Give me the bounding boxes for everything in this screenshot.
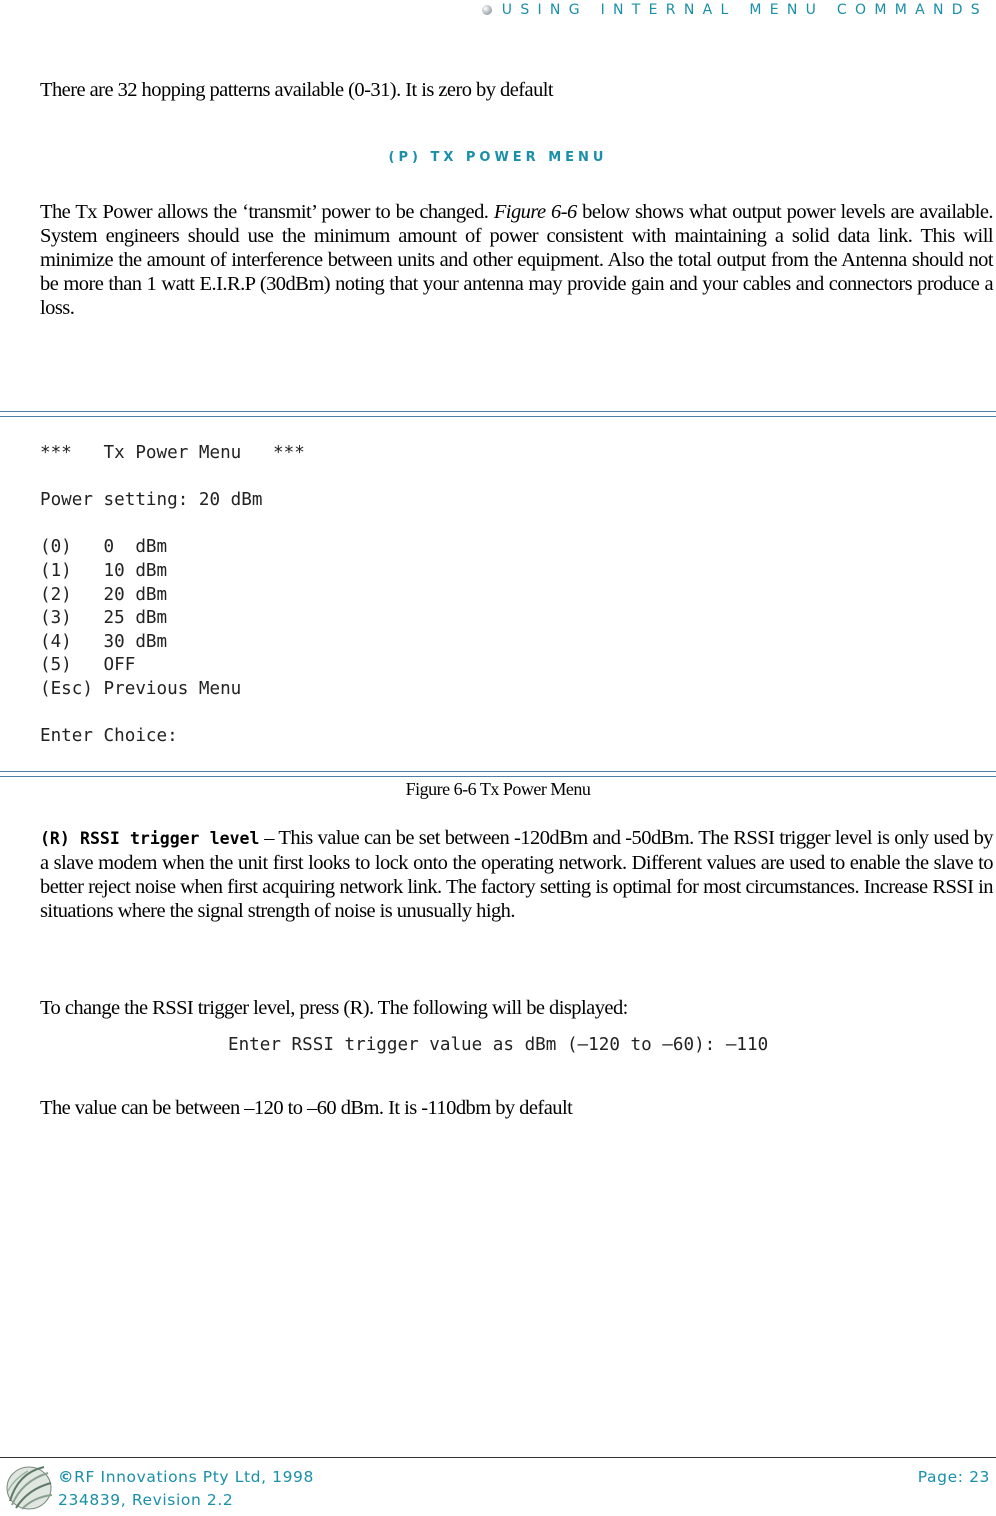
menu-line: Enter Choice: [40,726,178,747]
rssi-description [40,826,993,923]
rssi-text: – This value can be set between -120dBm and -50dBm. The RSSI trigger level is only used by a slave modem when the unit first looks to lock onto the operating network. Different values are used to enable the slave to better reject noise when first acquiring network link. The factory setting is optimal for most circumstances. Increase RSSI in situations where the signal strength of noise is unusually high. [40,827,993,922]
hopping-pattern-note: There are 32 hopping patterns available (0-31). It is zero by default [40,79,554,101]
intro-after: below shows what output power levels are available. System engineers should use the minimum amount of power consistent with maintaining a solid data link. This will minimize the amount of interference between units and other equipment. Also the total output from the Antenna should not be more than 1 watt E.I.R.P (30dBm) noting that your antenna may provide gain and your cables and connectors produce a loss. [40,201,993,319]
section-heading-tx-power: (P) TX POWER MENU [388,150,608,165]
menu-line: (5) OFF [40,655,136,676]
menu-bottom-rule [0,771,996,777]
menu-line: (2) 20 dBm [40,584,168,605]
menu-line: (Esc) Previous Menu [40,678,242,699]
copyright-icon: © [58,1468,75,1486]
intro-before: The Tx Power allows the ‘transmit’ power to be changed. [40,201,494,223]
footer-rule [0,1457,996,1458]
footer-page-number: Page: 23 [917,1468,990,1486]
footer-company: RF Innovations Pty Ltd, 1998 [74,1468,314,1486]
figure-caption: Figure 6-6 Tx Power Menu [405,779,591,799]
tx-power-intro [40,200,993,320]
menu-line: (4) 30 dBm [40,631,168,652]
menu-line: (3) 25 dBm [40,608,168,629]
rssi-instruction: To change the RSSI trigger level, press (R). The following will be displayed: [40,997,628,1019]
company-logo-icon [4,1461,54,1516]
menu-line: (1) 10 dBm [40,560,168,581]
running-header [482,0,988,20]
menu-top-rule [0,411,996,417]
tx-power-menu-screen [40,442,305,749]
bullet-icon [482,5,492,15]
menu-line [40,466,305,490]
menu-line: Power setting: 20 dBm [40,490,263,511]
footer-doc-number: 234839, Revision 2.2 [58,1491,234,1509]
footer-left [58,1466,314,1512]
figure-reference: Figure 6-6 [493,201,577,223]
menu-line: (0) 0 dBm [40,537,168,558]
menu-line [40,513,305,537]
rssi-label: (R) RSSI trigger level [40,829,260,848]
running-title: USING INTERNAL MENU COMMANDS [501,2,988,18]
rssi-range-note: The value can be between –120 to –60 dBm. It is -110dbm by default [40,1097,573,1119]
rssi-prompt: Enter RSSI trigger value as dBm (–120 to –60): –110 [228,1035,769,1055]
menu-line [40,702,305,726]
menu-line: *** Tx Power Menu *** [40,443,305,463]
